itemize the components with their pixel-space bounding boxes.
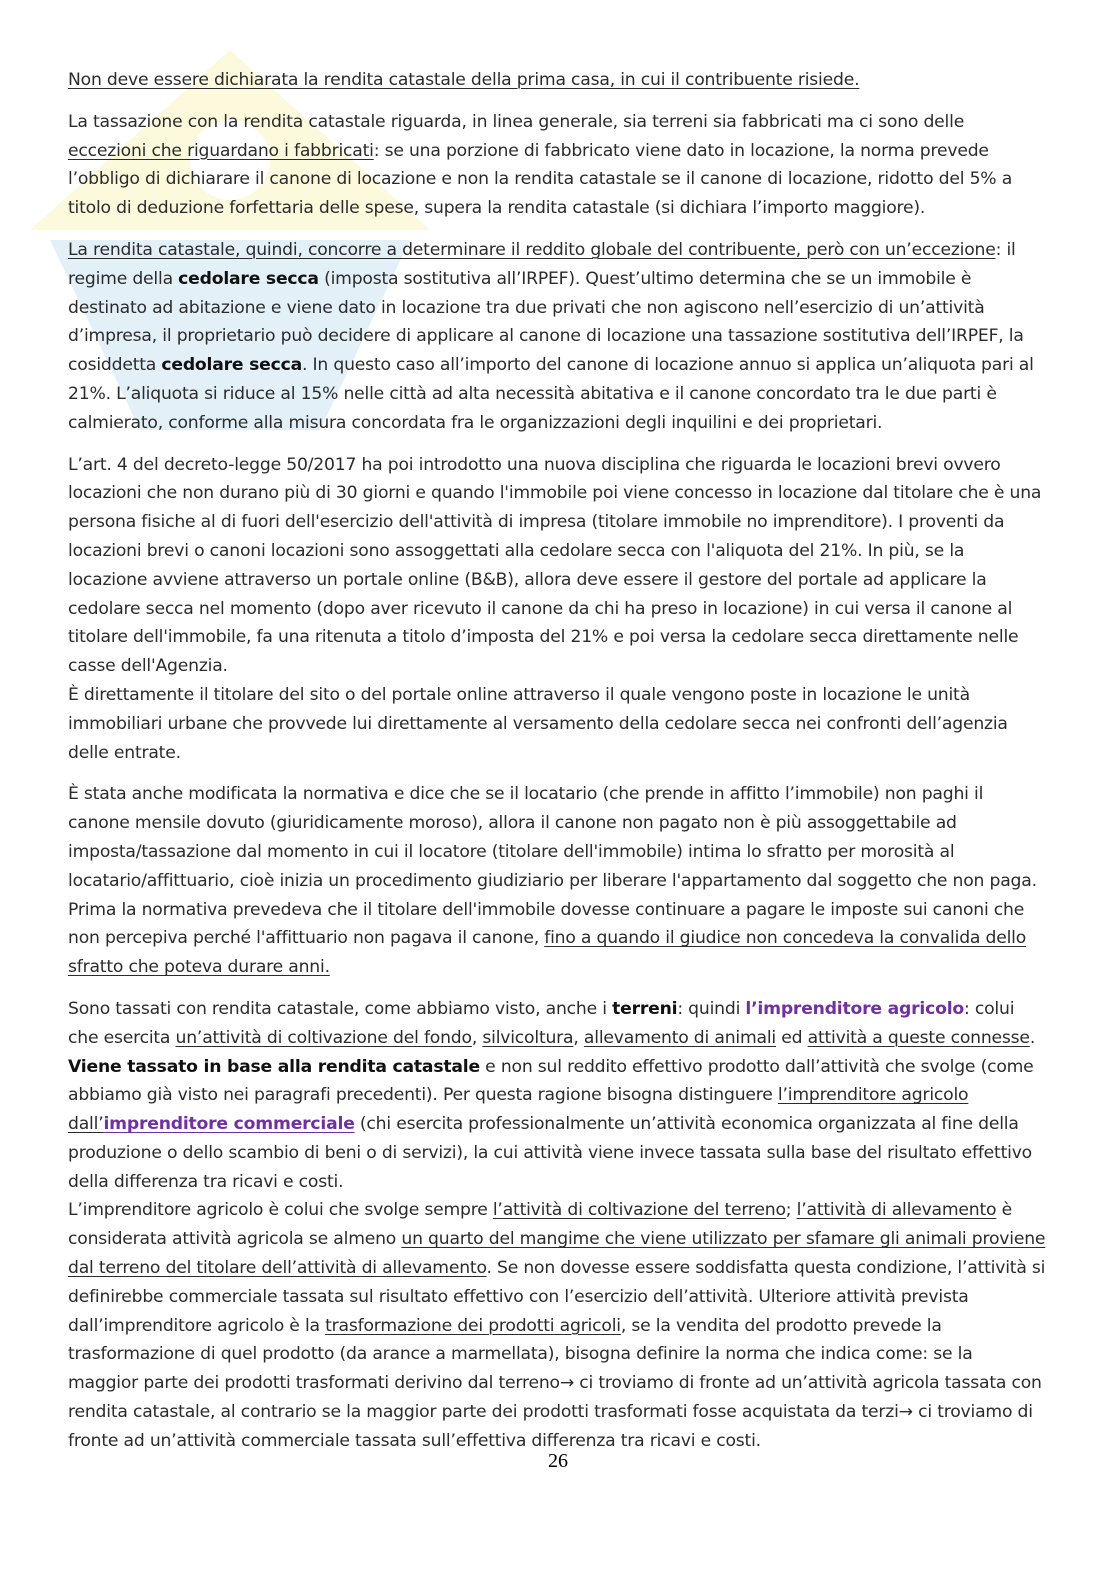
text-run-u: allevamento di animali (583, 1027, 776, 1048)
text-run-u: un’attività di coltivazione del fondo (175, 1027, 472, 1048)
text-run: È stata anche modificata la normativa e dice che se il locatario (che prende in affitto l’immobile) non paghi il canone mensile dovuto (giuridicamente moroso), allora il canone non pagato non è più assoggettabile ad imposta/tassazione dal momento in cui il locatore (titolare dell'immobile) intima lo sfratto per morosità al locatario/affittuario, cioè inizia un procedimento giudiziario per liberare l'appartamento dal soggetto che non paga. Prima la normativa prevedeva che il titolare dell'immobile dovesse continuare a pagare le imposte sui canoni che non percepiva perché l'affittuario non pagava il canone, (68, 784, 1037, 949)
text-run-purple: l’imprenditore agricolo (745, 998, 965, 1019)
text-run-u: silvicoltura (482, 1027, 574, 1048)
text-run-u: l’attività di allevamento (796, 1200, 997, 1221)
text-run: (chi esercita professionalmente un’attività economica organizzata al fine della produzione o dello scambio di beni o di servizi), la cui attività viene invece tassata sulla base del risultato effettivo della differenza tra ricavi e costi. (68, 1114, 1032, 1192)
text-run-u: l’imprenditore agricolo dall’ (68, 1085, 969, 1135)
paragraph (68, 108, 1046, 223)
text-run-b: cedolare secca (178, 268, 319, 289)
text-run-u: l’attività di coltivazione del terreno (492, 1200, 786, 1221)
text-run: : colui che esercita (68, 998, 1015, 1048)
text-run-u: Non deve essere dichiarata la rendita catastale della prima casa, in cui il contribuente risiede. (68, 70, 860, 90)
text-run: ed (776, 1027, 808, 1048)
text-run: , (471, 1027, 483, 1048)
text-run: Sono tassati con rendita catastale, come abbiamo visto, anche i (68, 998, 613, 1019)
paragraph (68, 66, 1046, 95)
text-run: L’imprenditore agricolo è colui che svolge sempre (68, 1200, 493, 1221)
text-run: : il regime della (68, 239, 1016, 289)
text-run: . In questo caso all’importo del canone di locazione annuo si applica un’aliquota pari al 21%. L’aliquota si riduce al 15% nelle città ad alta necessità abitativa e il canone concordato tra le due parti è calmierato, conforme alla misura concordata fra le organizzazioni degli inquilini e dei proprietari. (68, 355, 1034, 433)
text-run: e non sul reddito effettivo prodotto dall’attività che svolge (come abbiamo già visto nei paragrafi precedenti). Per questa ragione bisogna distinguere (68, 1056, 1034, 1106)
text-run: , se la vendita del prodotto prevede la trasformazione di quel prodotto (da arance a marmellata), bisogna definire la norma che indica come: se la maggior parte dei prodotti trasformati derivino dal terreno→ ci troviamo di fronte ad un’attività agricola tassata con rendita catastale, al contrario se la maggior parte dei prodotti trasformati fosse acquistata da terzi→ ci troviamo di fronte ad un’attività commerciale tassata sull’effettiva differenza tra ricavi e costi. (68, 1315, 1042, 1451)
text-run: : quindi (677, 998, 746, 1019)
text-run: È direttamente il titolare del sito o del portale online attraverso il quale vengono poste in locazione le unità immobiliari urbane che provvede lui direttamente al versamento della cedolare secca nei confronti dell’agenzia delle entrate. (68, 684, 1008, 763)
text-run: ; (785, 1200, 797, 1221)
paragraph (68, 780, 1046, 982)
paragraph (68, 236, 1046, 438)
text-run-u: attività a queste connesse (807, 1027, 1030, 1048)
text-run-purple-u: imprenditore commerciale (103, 1114, 355, 1135)
text-run: , (573, 1027, 584, 1048)
text-run-b: Viene tassato in base alla rendita catastale (68, 1056, 480, 1077)
text-run-u: eccezioni che riguardano i fabbricati (68, 140, 374, 161)
text-run: . Se non dovesse essere soddisfatta questa condizione, l’attività si definirebbe commerciale tassata sul risultato effettivo con l’esercizio dell’attività. Ulteriore attività prevista dall’imprenditore agricolo è la (68, 1258, 1046, 1336)
document-body (68, 66, 1046, 1469)
text-run: (imposta sostitutiva all’IRPEF). Quest’ultimo determina che se un immobile è destinato ad abitazione e viene dato in locazione tra due privati che non agiscono nell’esercizio di un’attività d’impresa, il proprietario può decidere di applicare al canone di locazione una tassazione sostitutiva dell’IRPEF, la cosiddetta (68, 268, 1024, 376)
paragraph (68, 995, 1046, 1456)
text-run-u: fino a quando il giudice non concedeva la convalida dello sfratto che poteva durare anni. (68, 928, 1027, 978)
text-run-b: terreni (612, 998, 678, 1019)
text-run: L’art. 4 del decreto-legge 50/2017 ha poi introdotto una nuova disciplina che riguarda le locazioni brevi ovvero locazioni che non durano più di 30 giorni e quando l'immobile poi viene concesso in locazione dal titolare che è una persona fisiche al di fuori dell'esercizio dell'attività di impresa (titolare immobile no imprenditore). I proventi da locazioni brevi o canoni locazioni sono assoggettati alla cedolare secca con l'aliquota del 21%. In più, se la locazione avviene attraverso un portale online (B&B), allora deve essere il gestore del portale ad applicare la cedolare secca nel momento (dopo aver ricevuto il canone da chi ha preso in locazione) in cui versa il canone al titolare dell'immobile, fa una ritenuta a titolo d’imposta del 21% e poi versa la cedolare secca direttamente nelle casse dell'Agenzia. (68, 454, 1042, 677)
page-number: 26 (548, 1450, 568, 1472)
paragraph (68, 451, 1046, 768)
text-run-u: un quarto del mangime che viene utilizzato per sfamare gli animali proviene dal terreno del titolare dell’attività di allevamento (68, 1229, 1046, 1279)
text-run-b: cedolare secca (161, 355, 303, 376)
text-run-u: trasformazione dei prodotti agricoli (325, 1315, 621, 1336)
text-run: . (1029, 1027, 1036, 1048)
text-run: : se una porzione di fabbricato viene dato in locazione, la norma prevede l’obbligo di dichiarare il canone di locazione e non la rendita catastale se il canone di locazione, ridotto del 5% a titolo di deduzione forfettaria delle spese, supera la rendita catastale (si dichiara l’importo maggiore). (68, 140, 1013, 219)
text-run-u: La rendita catastale, quindi, concorre a determinare il reddito globale del contribuente, però con un’eccezione (68, 239, 996, 260)
text-run: La tassazione con la rendita catastale riguarda, in linea generale, sia terreni sia fabbricati ma ci sono delle (68, 111, 965, 132)
text-run: è considerata attività agricola se almeno (68, 1200, 1012, 1250)
